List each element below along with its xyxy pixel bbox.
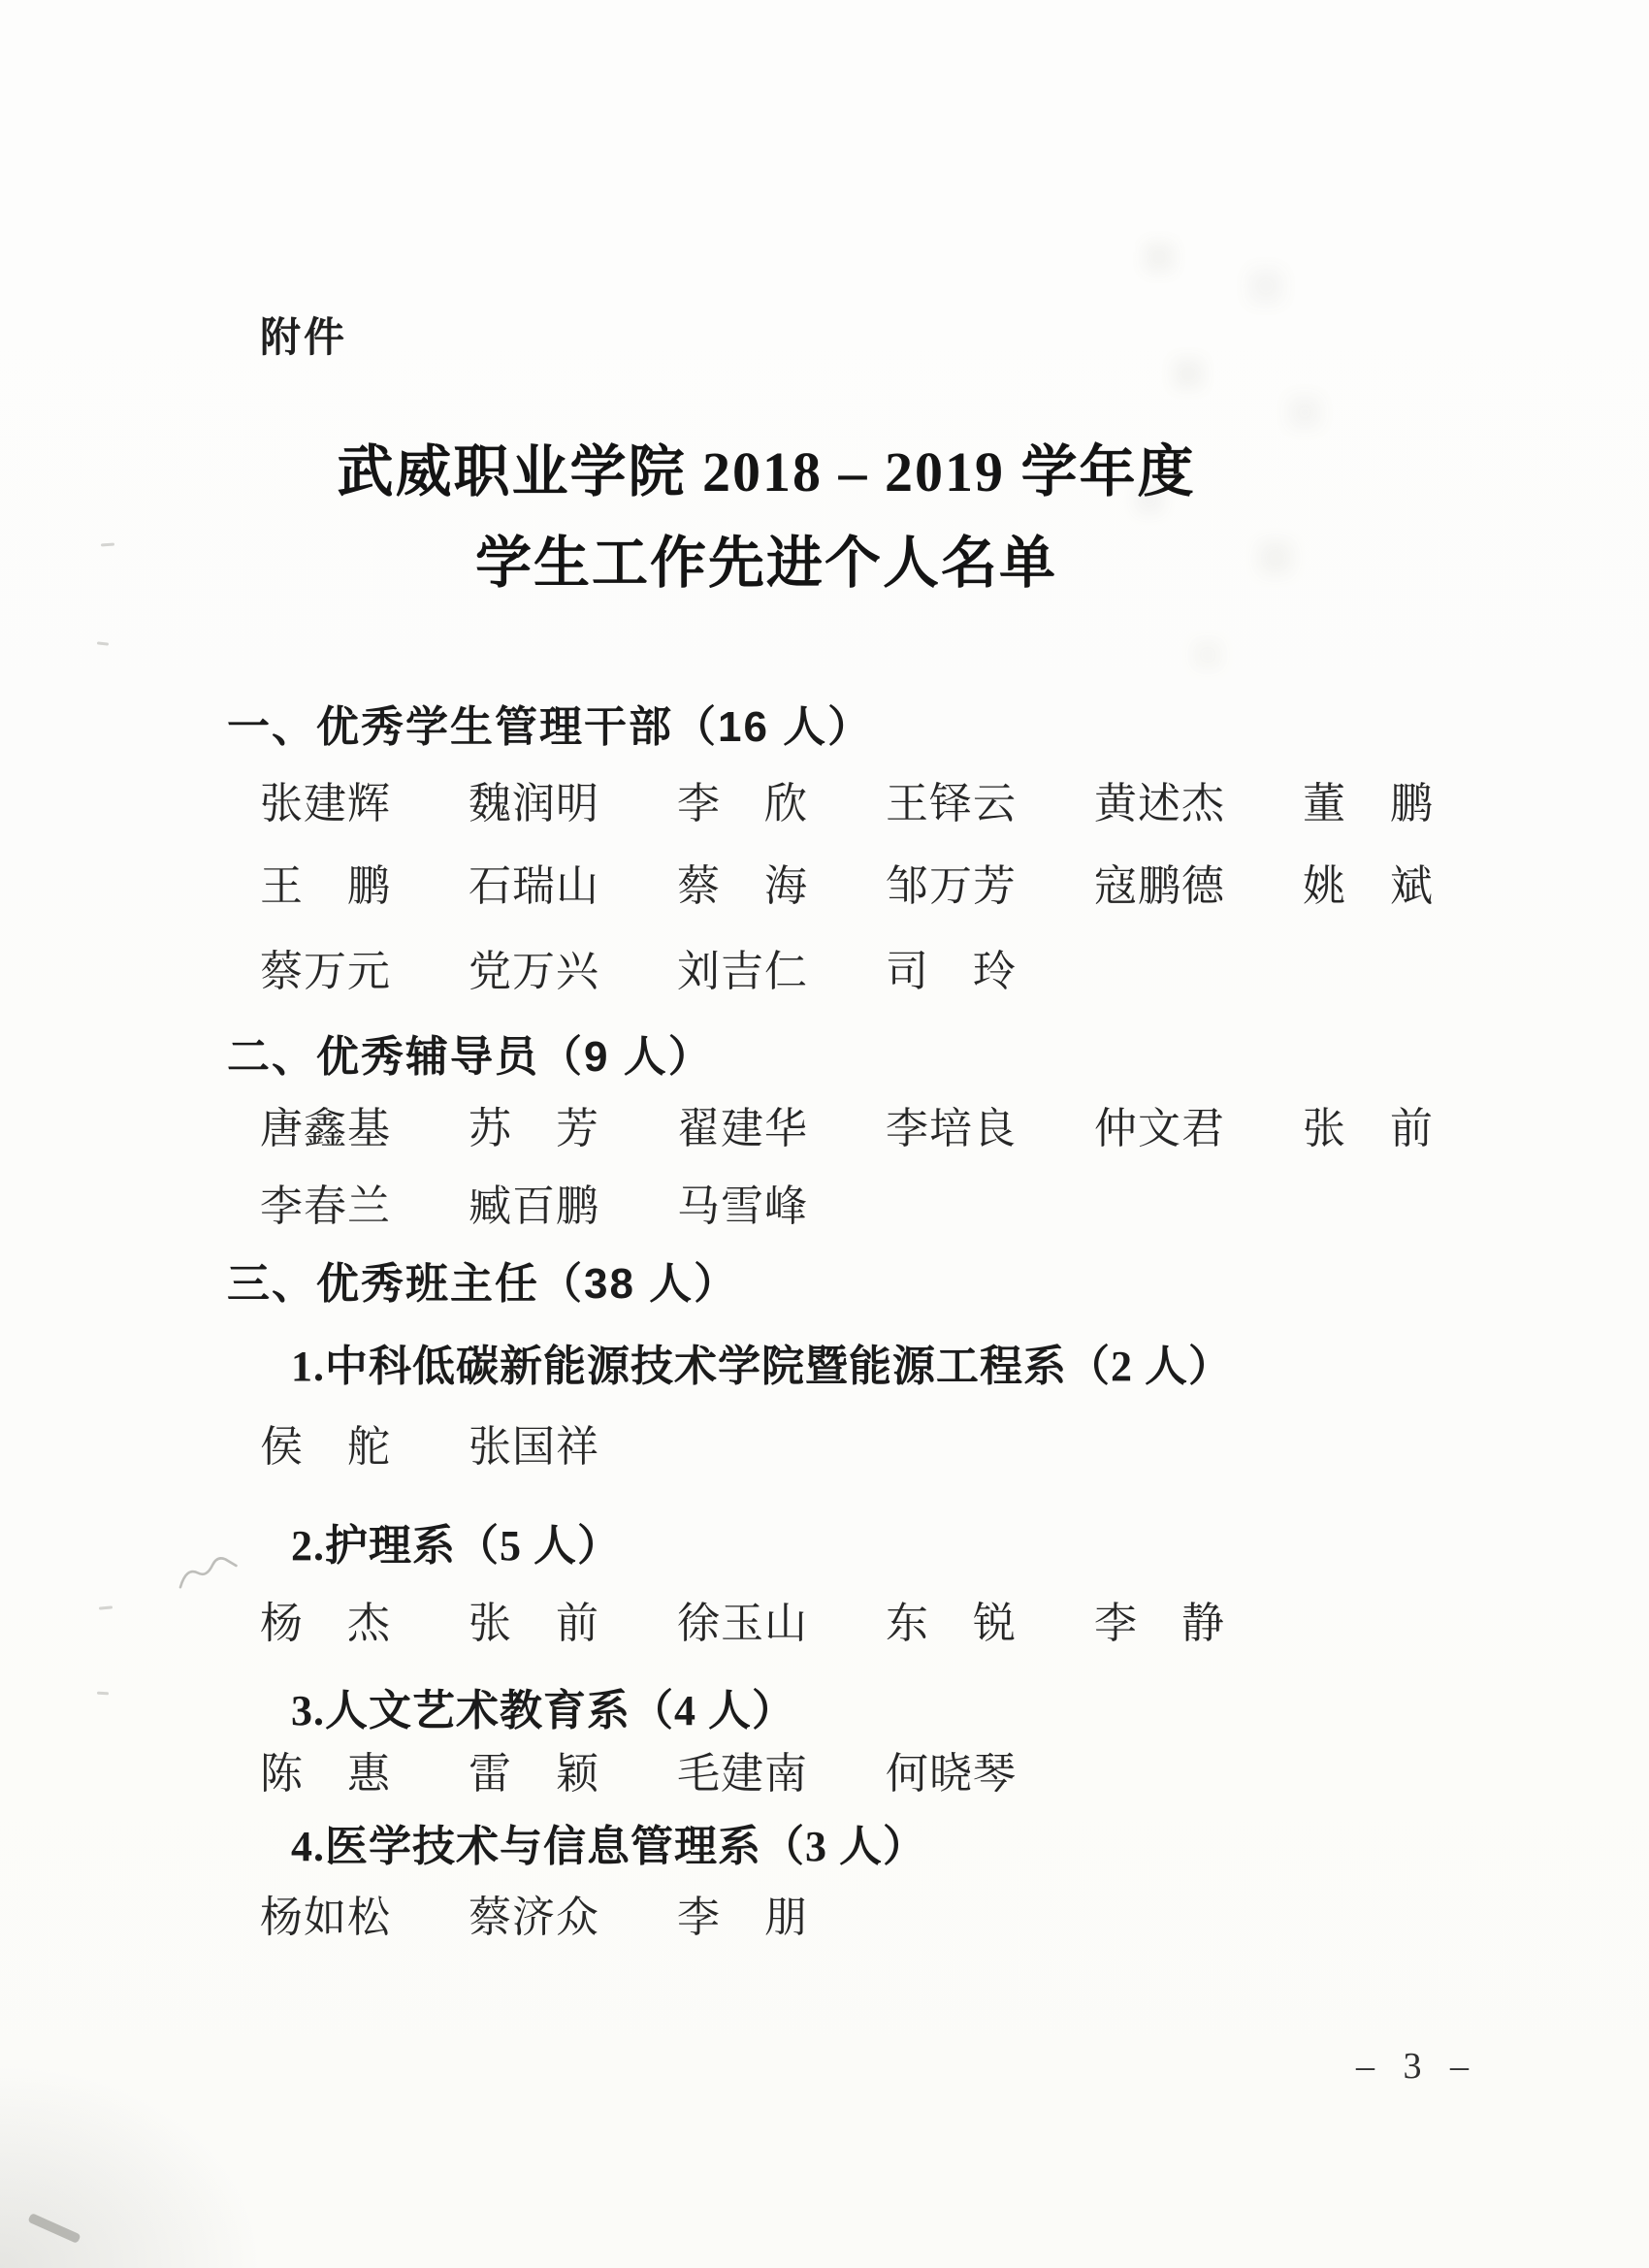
name-row	[260, 1420, 599, 1474]
person-name: 王铎云	[886, 780, 1017, 827]
section-3-heading: 三、优秀班主任（38 人）	[227, 1260, 739, 1308]
person-name: 李 静	[1094, 1600, 1225, 1647]
name-row	[260, 1102, 1434, 1155]
bleedthrough-artifact	[1125, 243, 1135, 252]
person-name: 毛建南	[677, 1750, 808, 1798]
document-title-line-2: 学生工作先进个人名单	[474, 532, 1057, 595]
person-name: 李春兰	[260, 1183, 391, 1230]
person-name: 陈 惠	[260, 1750, 391, 1798]
person-name: 张 前	[1303, 1105, 1434, 1152]
person-name: 蔡万元	[260, 948, 391, 995]
person-name: 刘吉仁	[677, 948, 808, 995]
person-name: 杨如松	[260, 1894, 391, 1941]
margin-mark-artifact	[97, 1692, 109, 1696]
person-name: 蔡济众	[469, 1894, 599, 1941]
person-name: 臧百鹏	[469, 1183, 599, 1230]
person-name: 侯 舵	[260, 1423, 391, 1471]
person-name: 李 欣	[677, 780, 808, 827]
person-name: 东 锐	[886, 1600, 1017, 1647]
scan-shadow-artifact	[0, 2055, 272, 2268]
person-name: 党万兴	[469, 948, 599, 995]
name-row	[260, 1597, 1225, 1650]
person-name: 雷 颖	[469, 1750, 599, 1798]
margin-mark-artifact	[99, 1605, 113, 1609]
person-name: 王 鹏	[260, 862, 391, 910]
name-row	[260, 1891, 808, 1944]
subsection-3-heading: 3.人文艺术教育系（4 人）	[291, 1687, 795, 1734]
person-name: 董 鹏	[1303, 780, 1434, 827]
person-name: 邹万芳	[886, 862, 1017, 910]
person-name: 徐玉山	[677, 1600, 808, 1647]
person-name: 杨 杰	[260, 1600, 391, 1647]
pen-scribble-artifact	[172, 1543, 245, 1599]
person-name: 姚 斌	[1303, 862, 1434, 910]
subsection-2-heading: 2.护理系（5 人）	[291, 1522, 621, 1570]
person-name: 寇鹏德	[1094, 862, 1225, 910]
person-name: 司 玲	[886, 948, 1017, 995]
person-name: 仲文君	[1094, 1105, 1225, 1152]
person-name: 张 前	[469, 1600, 599, 1647]
person-name: 张国祥	[469, 1423, 599, 1471]
person-name: 李 朋	[677, 1894, 808, 1941]
subsection-1-heading: 1.中科低碳新能源技术学院暨能源工程系（2 人）	[291, 1343, 1232, 1390]
person-name: 何晓琴	[886, 1750, 1017, 1798]
name-row	[260, 945, 1017, 998]
person-name: 翟建华	[677, 1105, 808, 1152]
person-name: 唐鑫基	[260, 1105, 391, 1152]
attachment-label: 附件	[260, 314, 348, 360]
person-name: 黄述杰	[1094, 780, 1225, 827]
subsection-4-heading: 4.医学技术与信息管理系（3 人）	[291, 1823, 926, 1870]
margin-mark-artifact	[97, 641, 109, 645]
person-name: 李培良	[886, 1105, 1017, 1152]
person-name: 苏 芳	[469, 1105, 599, 1152]
person-name: 魏润明	[469, 780, 599, 827]
name-row	[260, 859, 1434, 913]
person-name: 石瑞山	[469, 862, 599, 910]
person-name: 张建辉	[260, 780, 391, 827]
person-name: 蔡 海	[677, 862, 808, 910]
name-row	[260, 777, 1434, 830]
section-2-heading: 二、优秀辅导员（9 人）	[227, 1033, 713, 1081]
page-number: – 3 –	[1356, 2046, 1478, 2087]
name-row	[260, 1180, 808, 1233]
section-1-heading: 一、优秀学生管理干部（16 人）	[227, 703, 873, 751]
name-row	[260, 1747, 1017, 1800]
person-name: 马雪峰	[677, 1183, 808, 1230]
document-title-line-1: 武威职业学院 2018 – 2019 学年度	[337, 440, 1196, 503]
